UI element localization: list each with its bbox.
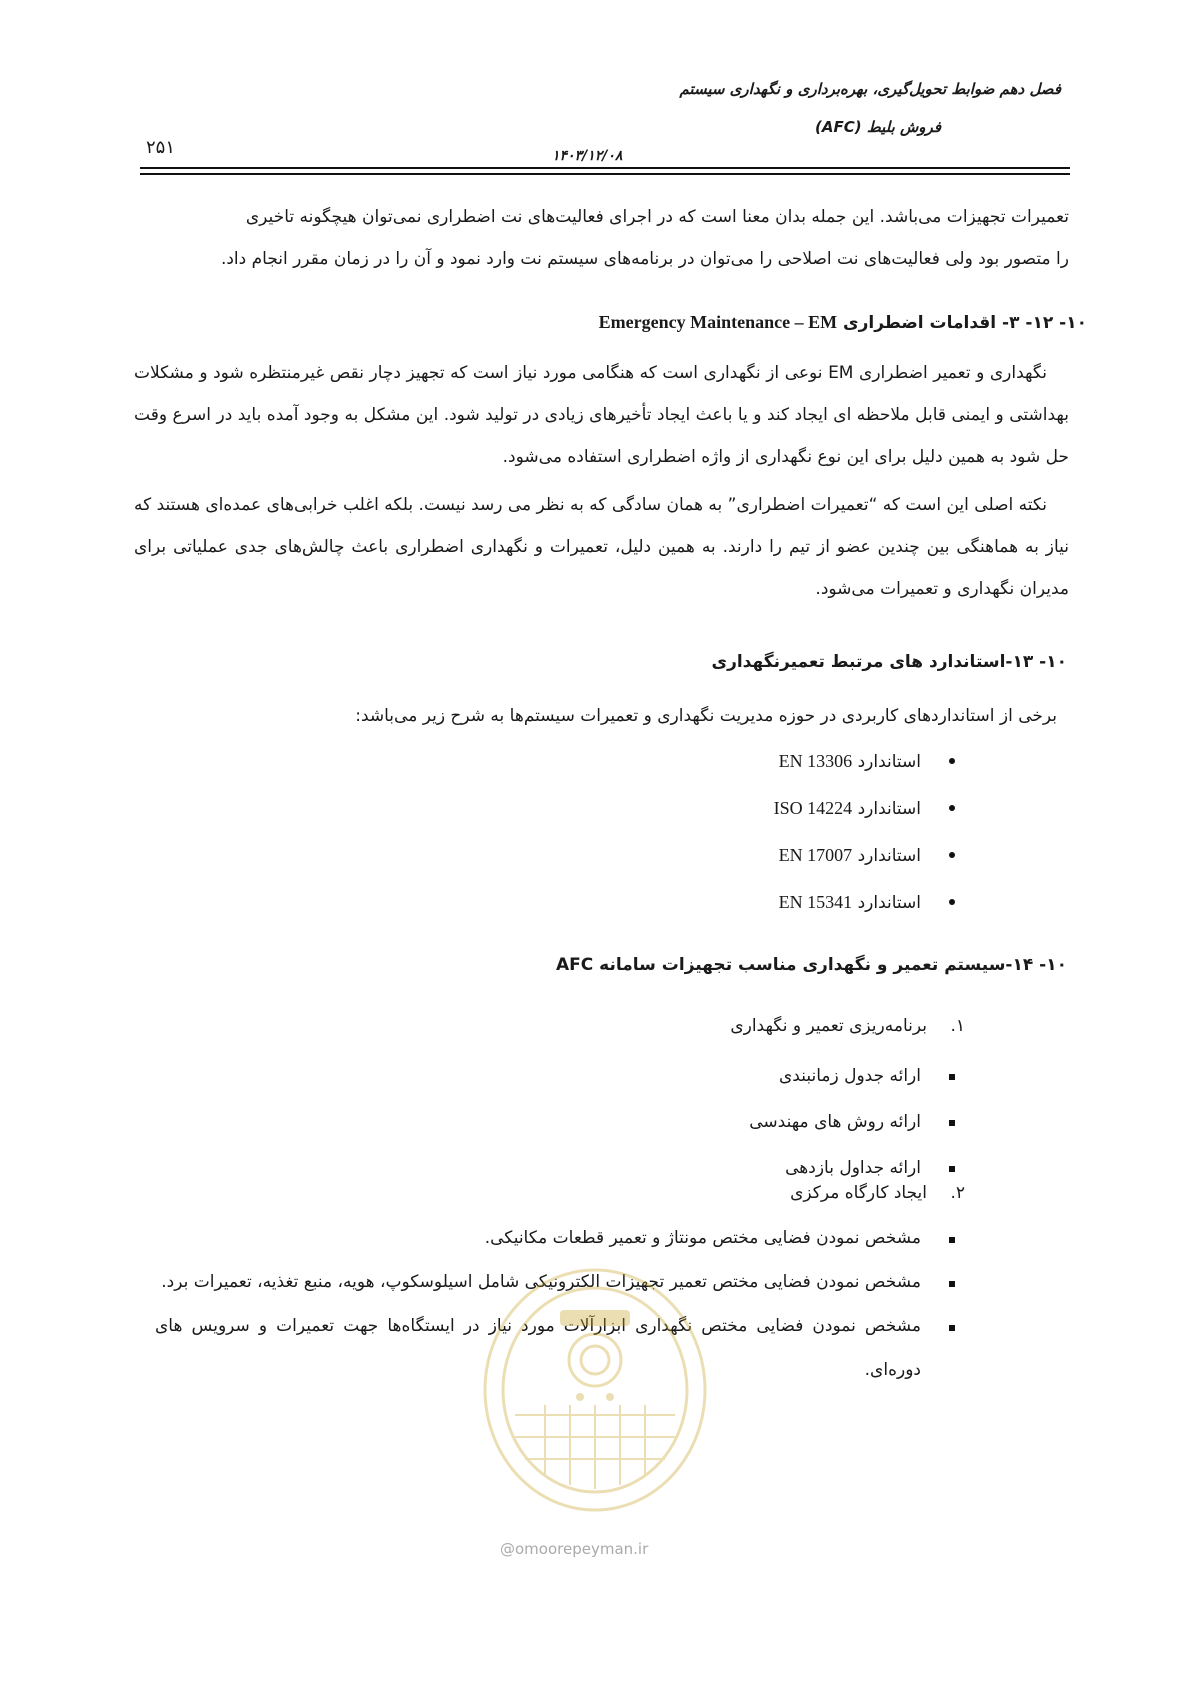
standard-label: استاندارد bbox=[857, 846, 921, 866]
standard-item bbox=[774, 785, 955, 832]
standard-label: استاندارد bbox=[857, 752, 921, 772]
section-em-title: اقدامات اضطراری bbox=[843, 313, 997, 333]
item-label: مشخص نمودن فضایی مختص تعمیر تجهیزات الکترونیکی شامل اسیلوسکوپ، هویه، منبع تغذیه، تعمیرات برد. bbox=[161, 1272, 921, 1292]
item-label: ارائه روش های مهندسی bbox=[749, 1112, 921, 1132]
section-em-paragraph-2: نکته اصلی این است که “تعمیرات اضطراری” به همان سادگی که به نظر می رسد نیست. بلکه اغلب خرابی‌های عمده‌ای هستند که نیاز به هماهنگی بین چندین عضو از تیم را دارند. به همین دلیل، تعمیرات و نگهداری اضطراری باعث چالش‌های جدی عملیاتی برای مدیران نگهداری و تعمیرات می‌شود. bbox=[134, 495, 1069, 599]
document-date: ۱۴۰۳/۱۲/۰۸ bbox=[552, 148, 623, 164]
standard-code: EN 15341 bbox=[778, 892, 853, 912]
header-rule-bottom bbox=[140, 173, 1070, 175]
chapter-title: فصل دهم ضوابط تحویل‌گیری، بهره‌برداری و نگهداری سیستم bbox=[679, 80, 1061, 98]
standard-item bbox=[774, 738, 955, 785]
intro-line-2: را متصور بود ولی فعالیت‌های نت اصلاحی را می‌توان در برنامه‌های سیستم نت وارد نمود و آن را در زمان مقرر انجام داد. bbox=[220, 249, 1069, 269]
section-em-title-en: Emergency Maintenance – EM bbox=[598, 312, 838, 332]
section-em-number: ۱۰- ۱۲- ۳- bbox=[1002, 313, 1087, 333]
item-number: ۲. bbox=[950, 1183, 965, 1203]
afc-sub-item bbox=[155, 1216, 955, 1260]
bullet-dot-icon bbox=[949, 805, 955, 811]
afc-sub-item bbox=[749, 1099, 955, 1145]
bullet-square-icon bbox=[949, 1325, 955, 1331]
standards-list bbox=[774, 738, 955, 926]
item-number: ۱. bbox=[950, 1016, 965, 1036]
standard-code: ISO 14224 bbox=[773, 798, 853, 818]
section-em-heading bbox=[599, 312, 1087, 333]
standard-label: استاندارد bbox=[857, 799, 921, 819]
standard-code: EN 17007 bbox=[778, 845, 853, 865]
item-label: مشخص نمودن فضایی مختص مونتاژ و تعمیر قطعات مکانیکی. bbox=[484, 1228, 921, 1248]
bullet-dot-icon bbox=[949, 899, 955, 905]
section-afc-heading: ۱۰- ۱۴-سیستم تعمیر و نگهداری مناسب تجهیزات سامانه AFC bbox=[556, 955, 1067, 975]
bullet-square-icon bbox=[949, 1120, 955, 1126]
item-label: مشخص نمودن فضایی مختص نگهداری ابزارآلات مورد نیاز در ایستگاه‌ها جهت تعمیرات و سرویس های دوره‌ای. bbox=[155, 1316, 921, 1380]
item-label: ارائه جدول زمانبندی bbox=[778, 1066, 921, 1086]
bullet-dot-icon bbox=[949, 852, 955, 858]
item-label: ایجاد کارگاه مرکزی bbox=[790, 1183, 927, 1203]
section-standards-heading: ۱۰- ۱۳-استاندارد های مرتبط تعمیرنگهداری bbox=[711, 652, 1067, 672]
standard-code: EN 13306 bbox=[778, 751, 853, 771]
watermark-url: @omoorepeyman.ir bbox=[500, 1540, 649, 1558]
afc-numbered-item bbox=[730, 1003, 965, 1049]
bullet-square-icon bbox=[949, 1074, 955, 1080]
item-label: ارائه جداول بازدهی bbox=[785, 1158, 921, 1178]
afc-sub-item bbox=[749, 1053, 955, 1099]
afc-list-2 bbox=[790, 1170, 965, 1216]
intro-paragraph bbox=[134, 196, 1069, 280]
header-rule-top bbox=[140, 167, 1070, 169]
bullet-square-icon bbox=[949, 1281, 955, 1287]
standard-label: استاندارد bbox=[857, 893, 921, 913]
afc-numbered-item bbox=[790, 1170, 965, 1216]
section-em-paragraph-1: نگهداری و تعمیر اضطراری EM نوعی از نگهداری است که هنگامی مورد نیاز است که تجهیز دچار نقص غیرمنتظره شود و مشکلات بهداشتی و ایمنی قابل ملاحظه ای ایجاد کند و یا باعث ایجاد تأخیرهای زیادی در تولید شود. این مشکل به وجود آمده باید در اسرع وقت حل شود به همین دلیل برای این نوع نگهداری از واژه اضطراری استفاده می‌شود. bbox=[134, 363, 1069, 467]
bullet-dot-icon bbox=[949, 758, 955, 764]
item-label: برنامه‌ریزی تعمیر و نگهداری bbox=[730, 1016, 927, 1036]
intro-line-1: تعمیرات تجهیزات می‌باشد. این جمله بدان معنا است که در اجرای فعالیت‌های نت اضطراری نمی‌توان هیچگونه تاخیری bbox=[245, 207, 1069, 227]
chapter-subtitle: فروش بلیط (AFC) bbox=[815, 118, 941, 136]
bullet-square-icon bbox=[949, 1237, 955, 1243]
section-standards-intro: برخی از استانداردهای کاربردی در حوزه مدیریت نگهداری و تعمیرات سیستم‌ها به شرح زیر می‌باشد: bbox=[355, 706, 1057, 726]
standard-item bbox=[774, 879, 955, 926]
page-number: ۲۵۱ bbox=[146, 137, 176, 158]
watermark-logo-icon bbox=[470, 1265, 720, 1515]
afc-list-1 bbox=[730, 1003, 965, 1049]
standard-item bbox=[774, 832, 955, 879]
